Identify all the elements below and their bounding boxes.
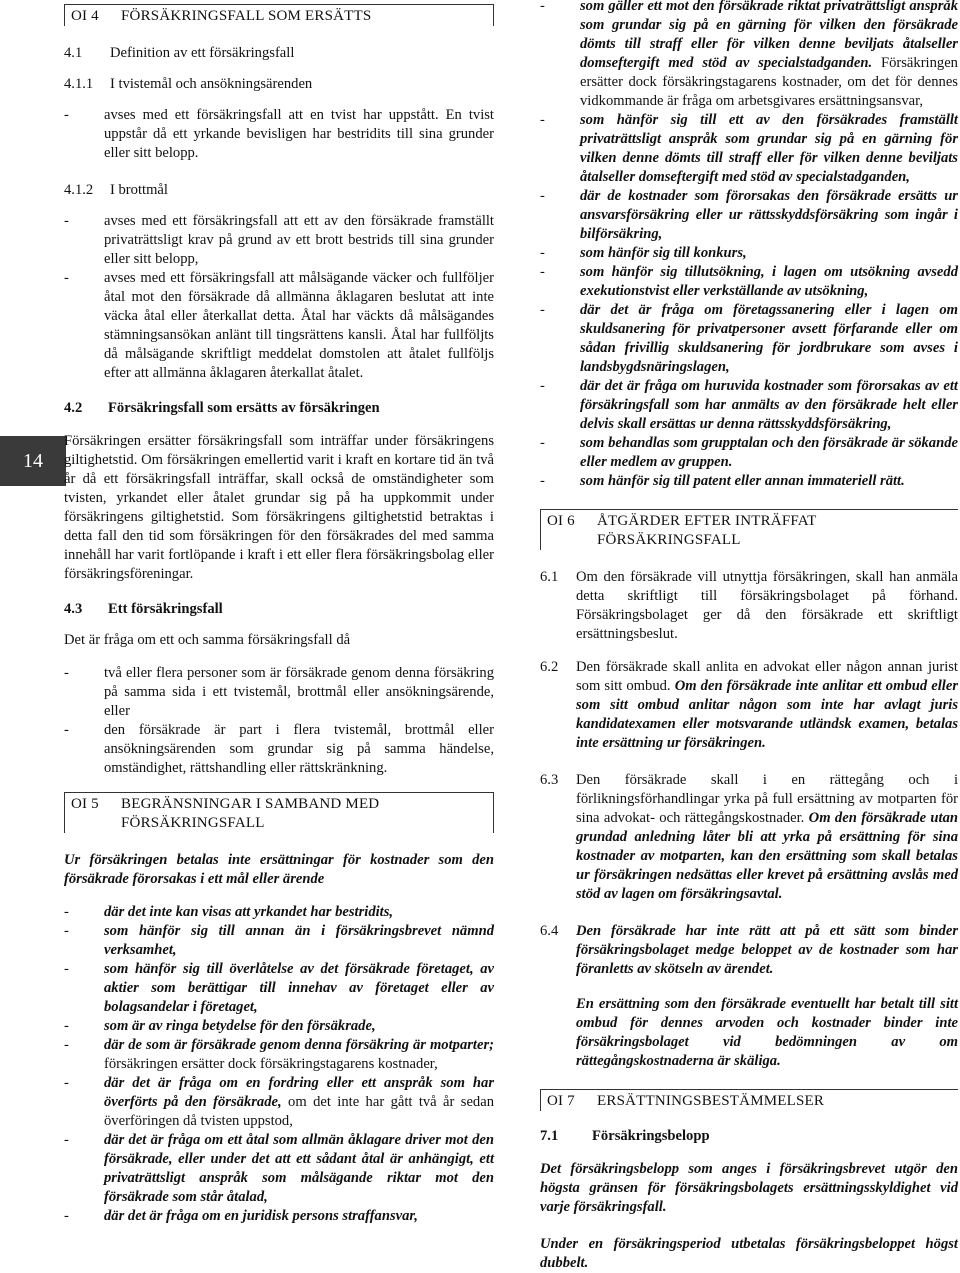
paragraph: Under en försäkringsperiod utbetalas försäkringsbeloppet högst dubbelt. — [540, 1236, 958, 1271]
list-item-text: avses med ett försäkringsfall att målsägande väcker och fullföljer åtal mot den försäkrade då allmänna åklagaren beslutat att inte väcka åtal eller återkallat detta. Åtal har väckts då målsägandes stämningsansökan anlänt till tingsrättens kansli. Åtal har fullföljts då målsägande skriftligt meddelat domstolen att åtalet fullföljs efter att allmänna åklagaren återkallat åtalet. — [104, 270, 494, 381]
list-item — [64, 1207, 494, 1226]
list-item: - avses med ett försäkringsfall att en tvist har uppstått. En tvist uppstår då ett yrkande bevisligen har bestridits till sina grunder eller sitt belopp. — [64, 107, 494, 161]
list-item — [540, 377, 958, 434]
list-item-emphasis: där de som är försäkrade genom denna försäkring är motparter; — [104, 1037, 494, 1053]
section-number: OI 6 — [547, 513, 575, 529]
paragraph-number: 6.2 — [540, 659, 559, 675]
list-dash: - — [540, 0, 545, 14]
paragraph-6-4-continued: En ersättning som den försäkrade eventuellt har betalt till sitt ombud för dennes arvoden och kostnader binder inte försäkringsbolaget vid bedömningen av om rättegångskostnaderna är skäliga. — [576, 996, 958, 1069]
list-item — [64, 903, 494, 922]
list-item — [64, 922, 494, 960]
list-item-emphasis: som hänför sig tillutsökning, i lagen om utsökning avsedd exekutionstvist eller verkställande av utsökning, — [580, 264, 958, 299]
list-dash: - — [64, 904, 69, 920]
subheading-4-1-1 — [64, 75, 494, 94]
paragraph: Försäkringen ersätter försäkringsfall som inträffar under försäkringens giltighetstid. Om försäkringen emellertid varit i kraft en kortare tid än två år då ett försäkringsfall inträffar, skall också de omständigheter som tvisten, yrkandet eller åtalet grundar sig på ha uppkommit under försäkringens giltighetstid. Som försäkringens giltighetstid betraktas i detta fall den tid som försäkringen för den försäkrades del med samma innehåll har varit fortlöpande i kraft i ett eller flera försäkringsbolag eller försäkringsföreningar. — [64, 433, 494, 582]
section-number: OI 4 — [71, 8, 99, 24]
list-item — [540, 187, 958, 244]
list-item-emphasis: där de kostnader som förorsakas den försäkrade ersätts ur ansvarsförsäkring eller ur rättsskyddsförsäkring som ingår i bilförsäkring, — [580, 188, 958, 242]
list-dash: - — [64, 961, 69, 977]
paragraph-number: 6.4 — [540, 923, 559, 939]
paragraph-emphasis: Om den försäkrade inte anlitar ett ombud eller som sitt ombud anlitar någon som inte har avlagt juris kandidatexamen eller motsvarande utländsk examen, betalas inte ersättning ur försäkringen. — [576, 678, 959, 751]
section-title — [597, 512, 817, 550]
list-dash: - — [64, 1208, 69, 1224]
page-number-tab — [0, 436, 66, 486]
section-oi7-header — [540, 1089, 958, 1111]
heading-number: 4.3 — [64, 601, 83, 617]
heading-number: 7.1 — [540, 1128, 559, 1144]
list-item — [64, 1131, 494, 1207]
page-number: 14 — [23, 449, 43, 472]
paragraph-number: 6.1 — [540, 569, 559, 585]
paragraph-text: Om den försäkrade vill utnyttja försäkringen, skall han anmäla detta skriftligt till försäkringsbolaget på förhand. Försäkringsbolaget ger då den försäkrade ett skriftligt ersättningsbeslut. — [576, 569, 958, 642]
list-item — [540, 0, 958, 111]
heading-title: Försäkringsfall som ersätts av försäkringen — [108, 400, 380, 416]
paragraph: Det är fråga om ett och samma försäkringsfall då — [64, 632, 351, 648]
subheading-title: Definition av ett försäkringsfall — [110, 45, 295, 61]
section-number: OI 7 — [547, 1093, 575, 1109]
section-title: ERSÄTTNINGSBESTÄMMELSER — [597, 1093, 825, 1109]
paragraph-text: Den försäkrade skall i en rättegång och i förlikningsförhandlingar yrka på full ersättning av motparten för sina advokat- och rättegångskostnader. — [576, 772, 958, 826]
list-dash: - — [540, 245, 545, 261]
list-dash: - — [64, 923, 69, 939]
right-column — [540, 0, 958, 1273]
paragraph: Det försäkringsbelopp som anges i försäkringsbrevet utgör den högsta gränsen för försäkringsbolagets ersättningsskyldighet vid varje försäkringsfall. — [540, 1161, 958, 1215]
list-item — [540, 111, 958, 187]
list-dash: - — [540, 112, 545, 128]
list-item-emphasis: där det inte kan visas att yrkandet har bestridits, — [104, 904, 394, 920]
list-item-text: avses med ett försäkringsfall att en tvist har uppstått. En tvist uppstår då ett yrkande bevisligen har bestridits till sina grunder eller sitt belopp. — [104, 107, 494, 161]
section-oi5-header — [64, 792, 494, 833]
list-item-emphasis: som hänför sig till patent eller annan immateriell rätt. — [580, 473, 905, 489]
paragraph-6-1 — [540, 568, 958, 644]
list-dash: - — [64, 1037, 69, 1053]
paragraph: Ur försäkringen betalas inte ersättningar för kostnader som den försäkrade förorsakas i ett mål eller ärende — [64, 852, 494, 887]
paragraph-number: 6.3 — [540, 772, 559, 788]
section-title-line: ÅTGÄRDER EFTER INTRÄFFAT — [597, 513, 817, 529]
list-item-emphasis: som behandlas som grupptalan och den försäkrade är sökande eller medlem av gruppen. — [580, 435, 958, 470]
subheading-4-1-2 — [64, 181, 494, 200]
list-item-emphasis: som gäller ett mot den försäkrade riktat privaträttsligt anspråk som grundar sig på en gärning för vilken den försäkrade dömts till straff eller för vilken denne beviljats åtalseller domseftergift med stöd av specialstadganden. — [580, 0, 958, 71]
paragraph-6-4 — [540, 922, 958, 979]
list-item: - den försäkrade är part i flera tvistemål, brottmål eller ansökningsärenden som grundar sig på samma händelse, omständighet, rättshandling eller rättskränkning. — [64, 722, 494, 776]
list-item — [540, 301, 958, 377]
list-item-text: två eller flera personer som är försäkrade genom denna försäkring på samma sida i ett tvistemål, brottmål eller ansökningsärende, eller — [104, 665, 494, 719]
subheading-number: 4.1.1 — [64, 76, 94, 92]
list-item — [64, 1017, 494, 1036]
section-title-line: BEGRÄNSNINGAR I SAMBAND MED — [121, 796, 380, 812]
section-title-line: FÖRSÄKRINGSFALL — [121, 815, 265, 831]
list-item: - två eller flera personer som är försäkrade genom denna försäkring på samma sida i ett tvistemål, brottmål eller ansökningsärende, eller — [64, 665, 494, 719]
list-dash: - — [540, 378, 545, 394]
list-item-text: den försäkrade är part i flera tvistemål, brottmål eller ansökningsärenden som grundar sig på samma händelse, omständighet, rättshandling eller rättskränkning. — [104, 722, 494, 776]
section-number: OI 5 — [71, 796, 99, 812]
list-item: - avses med ett försäkringsfall att ett av den försäkrade framställt privaträttsligt krav på grund av ett brott bestrids till sina grunder eller sitt belopp, — [64, 213, 494, 267]
paragraph-emphasis: Den försäkrade har inte rätt att på ett sätt som binder försäkringsbolaget medge beloppet av de kostnader som har föranletts av skötseln av ärendet. — [576, 923, 958, 977]
list-item-emphasis: som hänför sig till överlåtelse av det försäkrade företaget, av aktier som berättigar till innehav av företaget eller av bolagsandelar i företaget, — [104, 961, 494, 1015]
list-dash: - — [540, 188, 545, 204]
exclusion-list-continued — [540, 0, 958, 491]
heading-7-1 — [540, 1127, 958, 1146]
subheading-title: I brottmål — [110, 182, 168, 198]
heading-4-2 — [64, 399, 494, 418]
list-dash: - — [540, 435, 545, 451]
heading-4-3 — [64, 600, 494, 619]
list-item-text: försäkringen ersätter dock försäkringstagarens kostnader, — [104, 1056, 438, 1072]
list-dash: - — [64, 1075, 69, 1091]
list-item-text: avses med ett försäkringsfall att ett av den försäkrade framställt privaträttsligt krav på grund av ett brott bestrids till sina grunder eller sitt belopp, — [104, 213, 494, 267]
list-item-emphasis: som hänför sig till konkurs, — [580, 245, 747, 261]
list-item: - avses med ett försäkringsfall att målsägande väcker och fullföljer åtal mot den försäkrade då allmänna åklagaren beslutat att inte väcka åtal eller återkallat detta. Åtal har väckts då målsägandes stämningsansökan anlänt till tingsrättens kansli. Åtal har fullföljts då målsägande skriftligt meddelat domstolen att åtalet fullföljs efter att allmänna åklagaren återkallat åtalet. — [64, 270, 494, 381]
heading-number: 4.2 — [64, 400, 83, 416]
section-oi4-header — [64, 4, 494, 26]
subheading-title: I tvistemål och ansökningsärenden — [110, 76, 313, 92]
subheading-number: 4.1.2 — [64, 182, 94, 198]
section-title-line: FÖRSÄKRINGSFALL — [597, 532, 741, 548]
heading-title: Försäkringsbelopp — [592, 1128, 710, 1144]
list-item-emphasis: där det är fråga om ett åtal som allmän åklagare driver mot den försäkrade, eller under det att ett sådant åtal är anhängigt, ett privaträttsligt anspråk som målsägande riktar mot den försäkrade som står åtalad, — [104, 1132, 494, 1205]
list-item-emphasis: där det är fråga om företagssanering eller i lagen om skuldsanering för privatpersoner avsett förfarande eller om sådan frivillig skuldsanering för jordbrukare som avses i landsbygdsnäringslagen, — [580, 302, 958, 375]
list-item-text: Försäkringen ersätter dock försäkringstagarens kostnader, om det för dennes vidkommande är fråga om arbetsgivares ersättningsansvar, — [580, 55, 958, 109]
list-item-emphasis: där det är fråga om en fordring eller ett anspråk som har överförts på den försäkrade, — [104, 1075, 494, 1110]
list-dash: - — [540, 264, 545, 280]
exclusion-list — [64, 903, 494, 1226]
list-item — [64, 1074, 494, 1131]
list-item — [540, 434, 958, 472]
paragraph-6-2 — [540, 658, 958, 753]
paragraph-emphasis: Om den försäkrade utan grundad anledning låter bli att yrka på ersättning för sina kostnader av motparten, kan den ersättning som skall betalas ur försäkringen nedsättas eller krevet på ersättning avslås med stöd av lagen om försäkringsavtal. — [576, 810, 959, 902]
list-dash: - — [64, 1132, 69, 1148]
list-item — [64, 1036, 494, 1074]
list-item — [540, 244, 958, 263]
section-title: FÖRSÄKRINGSFALL SOM ERSÄTTS — [121, 8, 372, 24]
list-item-emphasis: som är av ringa betydelse för den försäkrade, — [104, 1018, 376, 1034]
left-column — [64, 0, 494, 1226]
list-item-text: om det inte har gått två år sedan överföringen då tvisten uppstod, — [104, 1094, 494, 1129]
list-item-emphasis: där det är fråga om en juridisk persons straffansvar, — [104, 1208, 418, 1224]
paragraph-text: Den försäkrade skall anlita en advokat eller någon annan jurist som sitt ombud. — [576, 659, 958, 694]
list-dash: - — [540, 302, 545, 318]
section-title — [121, 795, 379, 833]
subheading-4-1 — [64, 44, 494, 63]
list-item-emphasis: som hänför sig till annan än i försäkringsbrevet nämnd verksamhet, — [104, 923, 494, 958]
list-item-emphasis: som hänför sig till ett av den försäkrades framställt privaträttsligt anspråk som grundar sig på en gärning för vilken denne dömts till straff eller för vilken denne beviljats åtalseller domseftergift med stöd av specialstadganden, — [580, 112, 958, 185]
list-dash: - — [540, 473, 545, 489]
paragraph-6-3 — [540, 771, 958, 904]
list-item-emphasis: där det är fråga om huruvida kostnader som förorsakas av ett försäkringsfall som har anmälts av den försäkrade helt eller delvis skall ersättas ur denna rättsskyddsförsäkring, — [580, 378, 958, 432]
list-item — [64, 960, 494, 1017]
list-dash: - — [64, 1018, 69, 1034]
list-item — [540, 472, 958, 491]
heading-title: Ett försäkringsfall — [108, 601, 223, 617]
list-item — [540, 263, 958, 301]
subheading-number: 4.1 — [64, 45, 83, 61]
section-oi6-header — [540, 509, 958, 550]
